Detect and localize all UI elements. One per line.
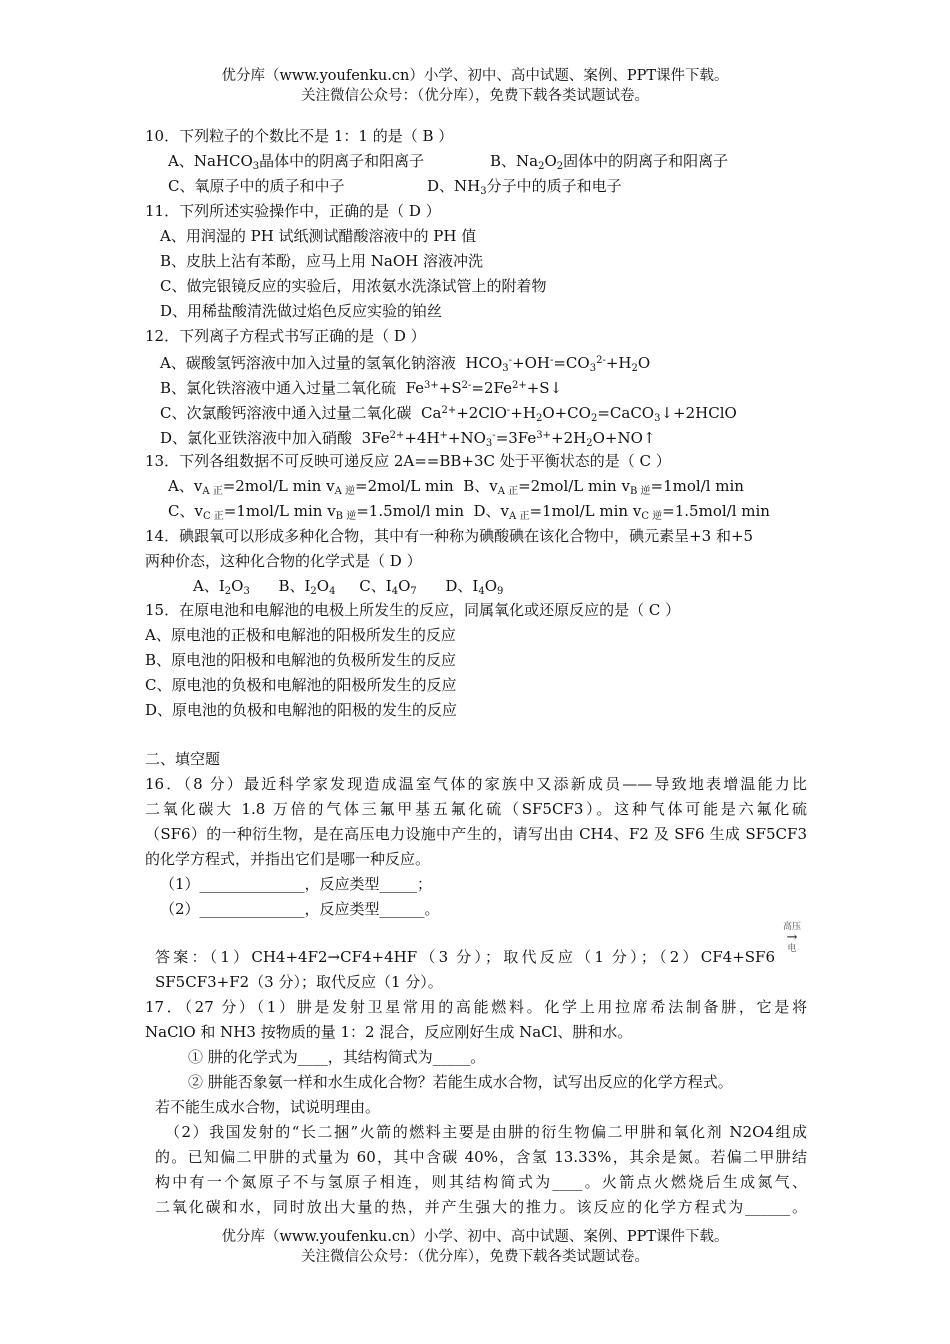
- q10-option-b: B、$Na_2O_2$固体中的阴离子和阳离子: [490, 152, 729, 172]
- q11-option-a: A、用润湿的 PH 试纸测试醋酸溶液中的 PH 值: [160, 227, 477, 245]
- q16-line-1: 16．（8 分）最近科学家发现造成温室气体的家族中又添新成员——导致地表增温能力比: [145, 775, 807, 793]
- q11-option-b: B、皮肤上沾有苯酚，应马上用 NaOH 溶液冲洗: [160, 252, 484, 270]
- q12-stem: 12．下列离子方程式书写正确的是（ D ）: [145, 327, 426, 345]
- q16-answer-line-2: SF5CF3+F2（3 分）；取代反应（1 分）。: [155, 973, 443, 991]
- footer-line-1: 优分库（www.youfenku.cn）小学、初中、高中试题、案例、PPT课件下载。: [221, 1229, 729, 1245]
- q16-line-4: 的化学方程式，并指出它们是哪一种反应。: [145, 850, 431, 868]
- q16-line-3: （SF6）的一种衍生物，是在高压电力设施中产生的，请写出由 CH4、F2 及 SF6 生成 SF5CF3: [145, 825, 807, 843]
- q17-line-6: （2）我国发射的“长二捆”火箭的燃料主要是由肼的衍生物偏二甲肼和氧化剂 N2O4组成: [165, 1123, 807, 1141]
- q16-line-2: 二氧化碳大 1.8 万倍的气体三氟甲基五氟化硫（SF5CF3）。这种气体可能是六氟化硫: [145, 800, 807, 818]
- q17-line-2: NaClO 和 NH3 按物质的量 1：2 混合，反应刚好生成 NaCl、肼和水。: [145, 1023, 633, 1041]
- q17-line-4: ② 肼能否象氨一样和水生成化合物？若能生成水合物，试写出反应的化学方程式。: [188, 1073, 733, 1091]
- q17-line-1: 17．（27 分）（1）肼是发射卫星常用的高能燃料。化学上用拉席希法制备肼，它是将: [145, 998, 807, 1016]
- arrow-icon: →: [786, 930, 798, 945]
- q15-option-b: B、原电池的阳极和电解池的负极所发生的反应: [145, 651, 457, 669]
- q11-stem: 11．下列所述实验操作中，正确的是（ D ）: [145, 202, 441, 220]
- q14-options: A、$I_2O_3$ B、$I_2O_4$ C、$I_4O_7$ D、$I_4O_9$: [193, 577, 504, 597]
- q10-option-a: A、NaHCO$_3$晶体中的阴离子和阳离子: [168, 152, 425, 172]
- q12-option-b: B、氯化铁溶液中通入过量二氧化硫 $Fe^{3+}+S^{2-}=2Fe^{2+}+S↓$: [160, 379, 563, 397]
- q17-line-3: ① 肼的化学式为____，其结构简式为_____。: [188, 1048, 486, 1066]
- q16-answer-line-1: 答案：（1）CH4+4F2→CF4+4HF（3 分）；取代反应（1 分）；（2）CF4+SF6: [155, 948, 775, 966]
- q15-option-c: C、原电池的负极和电解池的阳极所发生的反应: [145, 676, 457, 694]
- q16-blank-1: （1）______________，反应类型_____；: [160, 875, 433, 893]
- q13-option-ab: A、$v_{A 正}=2mol/L$ $\min v_{A 逆}=2mol/L$ min B、$v_{A 正}=2mol/L$ $\min v_{B 逆}=1mol/l$ min: [168, 477, 744, 497]
- q10-stem: 10．下列粒子的个数比不是 1：1 的是（ B ）: [145, 127, 454, 145]
- q15-stem: 15．在原电池和电解池的电极上所发生的反应，同属氧化或还原反应的是（ C ）: [145, 601, 681, 619]
- q11-option-c: C、做完银镜反应的实验后，用浓氨水洗涤试管上的附着物: [160, 277, 547, 295]
- q13-option-cd: C、$v_{C 正}=1mol/L$ $\min v_{B 逆}=1.5mol/l$ min D、$v_{A 正}=1mol/L$ $\min v_{C 逆}=1.5mol/l$ min: [168, 502, 770, 522]
- footer-line-2: 关注微信公众号：（优分库），免费下载各类试题试卷。: [301, 1249, 649, 1265]
- q10-option-d: D、$NH_3$分子中的质子和电子: [427, 177, 622, 197]
- q12-option-c: C、次氯酸钙溶液中通入过量二氧化碳 $Ca^{2+}+2ClO^-+H_2O+CO_2=CaCO_3↓+2HClO$: [160, 404, 737, 424]
- q14-stem-line-2: 两种价态，这种化合物的化学式是（ D ）: [145, 552, 422, 570]
- q15-option-a: A、原电池的正极和电解池的阳极所发生的反应: [145, 626, 456, 644]
- q17-line-8: 构中有一个氮原子不与氢原子相连，则其结构简式为____。火箭点火燃烧后生成氮气、: [155, 1173, 807, 1191]
- header-line-1: 优分库（www.youfenku.cn）小学、初中、高中试题、案例、PPT课件下载。: [221, 68, 729, 84]
- q12-option-a: A、碳酸氢钙溶液中加入过量的氢氧化钠溶液 $HCO_3^-+OH^-=CO_3^{2-}+H_2O$: [160, 354, 651, 374]
- q10-option-c: C、氧原子中的质子和中子: [168, 177, 345, 195]
- header-line-2: 关注微信公众号：（优分库），免费下载各类试题试卷。: [301, 88, 649, 104]
- reaction-arrow: [780, 922, 804, 954]
- q12-option-d: D、氯化亚铁溶液中加入硝酸 $3Fe^{2+}+4H^++NO_3^-=3Fe^{3+}+2H_2O+NO↑$: [160, 429, 656, 449]
- q16-blank-2: （2）______________，反应类型______。: [160, 900, 440, 918]
- arrow-condition-top: 高压: [782, 922, 801, 932]
- q17-line-5: 若不能生成水合物，试说明理由。: [155, 1098, 381, 1116]
- q14-stem-line-1: 14．碘跟氧可以形成多种化合物，其中有一种称为碘酸碘在该化合物中，碘元素呈+3 和+5: [145, 527, 754, 545]
- q17-line-7: 的。已知偏二甲肼的式量为 60，其中含碳 40%，含氢 13.33%，其余是氮。若偏二甲肼结: [155, 1148, 807, 1166]
- section-heading: 二、填空题: [145, 750, 221, 768]
- q11-option-d: D、用稀盐酸清洗做过焰色反应实验的铂丝: [160, 302, 443, 320]
- q13-stem: 13．下列各组数据不可反映可递反应 2A==BB+3C 处于平衡状态的是（ C ）: [145, 452, 671, 470]
- q17-line-9: 二氧化碳和水，同时放出大量的热，并产生强大的推力。该反应的化学方程式为______。: [155, 1198, 807, 1216]
- arrow-condition-bottom: 电: [787, 944, 797, 954]
- q15-option-d: D、原电池的负极和电解池的阳极的发生的反应: [145, 701, 458, 719]
